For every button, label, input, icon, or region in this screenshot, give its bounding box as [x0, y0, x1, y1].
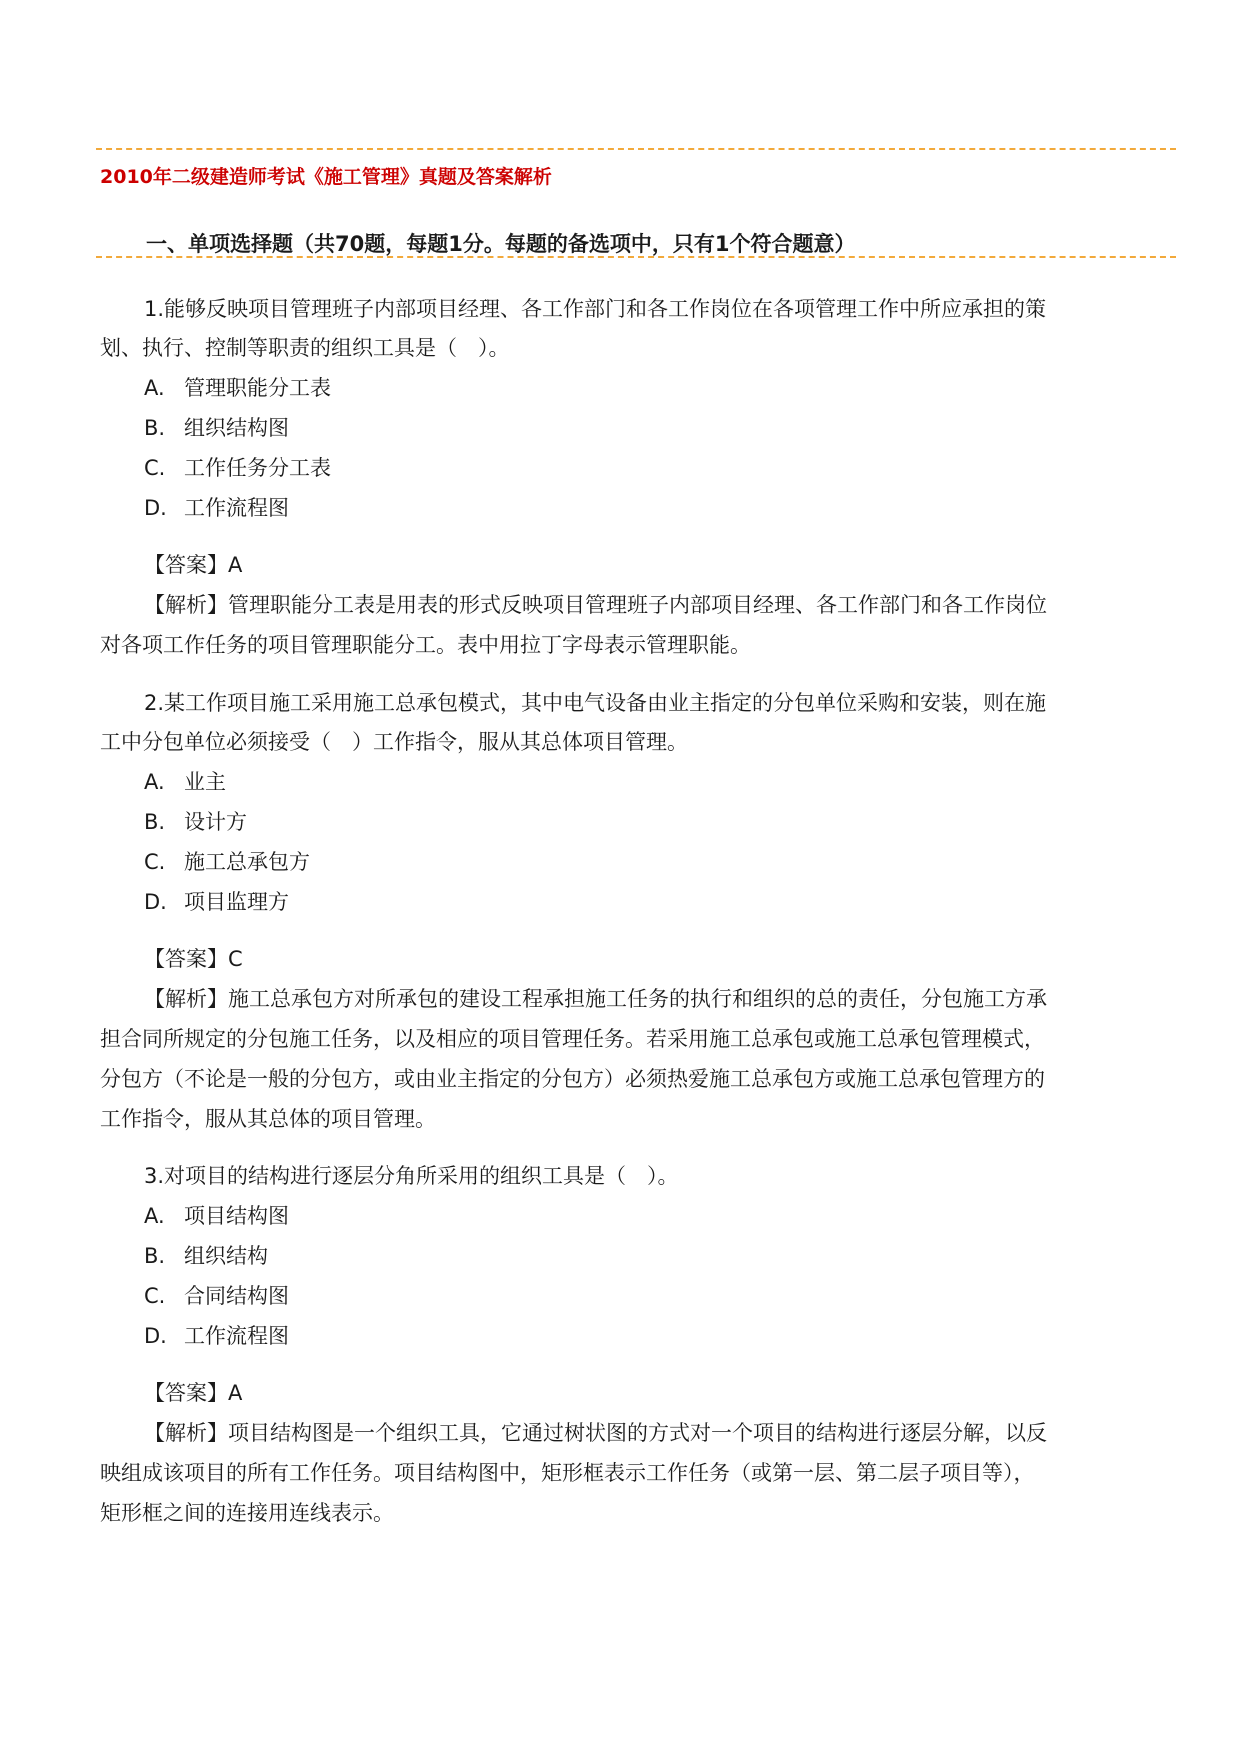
question-3-analysis-line2: 映组成该项目的所有工作任务。项目结构图中，矩形框表示工作任务（或第一层、第二层子项目等）， [100, 1461, 1035, 1485]
document-title: 2010年二级建造师考试《施工管理》真题及答案解析 [100, 166, 552, 188]
question-3-stem: 3.对项目的结构进行逐层分角所采用的组织工具是（ ）。 [144, 1164, 679, 1188]
question-1-analysis-line1: 【解析】管理职能分工表是用表的形式反映项目管理班子内部项目经理、各工作部门和各工作岗位 [144, 593, 1047, 617]
question-1-stem: 1.能够反映项目管理班子内部项目经理、各工作部门和各工作岗位在各项管理工作中所应承担的策 [144, 297, 1047, 321]
option-letter: B. [144, 1244, 166, 1268]
top-dashed-divider [96, 148, 1176, 150]
question-1-answer: 【答案】A [144, 553, 243, 577]
option-letter: C. [144, 1284, 166, 1308]
question-2-option-d [144, 887, 289, 917]
option-text: 管理职能分工表 [184, 376, 331, 400]
question-2-stem: 2.某工作项目施工采用施工总承包模式，其中电气设备由业主指定的分包单位采购和安装，则在施 [144, 691, 1047, 715]
option-letter: A. [144, 376, 165, 400]
question-3-option-c [144, 1281, 289, 1311]
option-text: 工作流程图 [184, 1324, 289, 1348]
option-text: 工作流程图 [184, 496, 289, 520]
option-text: 项目结构图 [184, 1204, 289, 1228]
question-2-option-b [144, 807, 247, 837]
question-2-analysis-line1: 【解析】施工总承包方对所承包的建设工程承担施工任务的执行和组织的总的责任，分包施工方承 [144, 987, 1047, 1011]
option-letter: B. [144, 416, 166, 440]
question-1-option-a [144, 373, 331, 403]
option-letter: A. [144, 1204, 165, 1228]
option-letter: B. [144, 810, 166, 834]
option-text: 设计方 [184, 810, 247, 834]
question-1-option-b [144, 413, 289, 443]
question-2-stem-cont: 工中分包单位必须接受（ ）工作指令，服从其总体项目管理。 [100, 730, 688, 754]
option-text: 组织结构图 [184, 416, 289, 440]
option-letter: D. [144, 1324, 167, 1348]
question-3-answer: 【答案】A [144, 1381, 243, 1405]
option-text: 合同结构图 [184, 1284, 289, 1308]
option-letter: D. [144, 890, 167, 914]
question-2-analysis-line2: 担合同所规定的分包施工任务，以及相应的项目管理任务。若采用施工总承包或施工总承包管理模式， [100, 1027, 1045, 1051]
option-text: 施工总承包方 [184, 850, 310, 874]
question-3-option-b [144, 1241, 268, 1271]
option-text: 业主 [184, 770, 226, 794]
question-1-stem-cont: 划、执行、控制等职责的组织工具是（ ）。 [100, 336, 510, 360]
option-letter: D. [144, 496, 167, 520]
option-letter: C. [144, 456, 166, 480]
question-2-analysis-line3: 分包方（不论是一般的分包方，或由业主指定的分包方）必须热爱施工总承包方或施工总承包管理方的 [100, 1067, 1045, 1091]
question-2-analysis-line4: 工作指令，服从其总体的项目管理。 [100, 1107, 436, 1131]
option-text: 项目监理方 [184, 890, 289, 914]
option-text: 工作任务分工表 [184, 456, 331, 480]
question-3-analysis-line1: 【解析】项目结构图是一个组织工具，它通过树状图的方式对一个项目的结构进行逐层分解，以反 [144, 1421, 1047, 1445]
question-1-analysis-line2: 对各项工作任务的项目管理职能分工。表中用拉丁字母表示管理职能。 [100, 633, 751, 657]
question-1-option-d [144, 493, 289, 523]
question-3-option-a [144, 1201, 289, 1231]
question-2-option-a [144, 767, 226, 797]
question-3-option-d [144, 1321, 289, 1351]
question-2-answer: 【答案】C [144, 947, 243, 971]
question-3-analysis-line3: 矩形框之间的连接用连线表示。 [100, 1501, 394, 1525]
option-text: 组织结构 [184, 1244, 268, 1268]
option-letter: C. [144, 850, 166, 874]
question-1-option-c [144, 453, 331, 483]
section-title: 一、单项选择题（共70题，每题1分。每题的备选项中，只有1个符合题意） [146, 232, 856, 256]
option-letter: A. [144, 770, 165, 794]
section-dashed-divider [96, 256, 1176, 258]
question-2-option-c [144, 847, 310, 877]
